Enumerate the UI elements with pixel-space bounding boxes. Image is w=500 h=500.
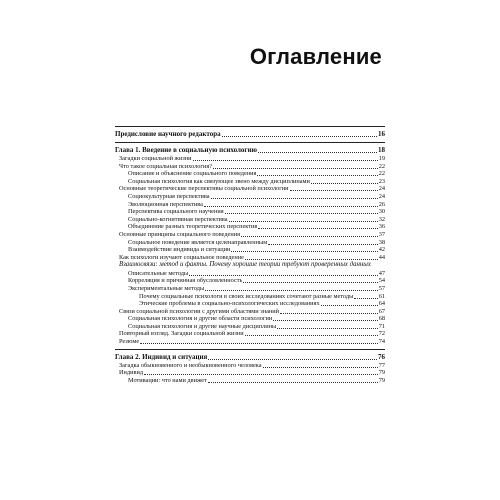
toc-entry-title: Повторный взгляд. Загадки социальной жизни <box>119 330 244 338</box>
toc-entry[interactable] <box>115 293 385 301</box>
dot-leader <box>258 151 377 153</box>
toc-entry-title: Глава 1. Введение в социальную психологию <box>115 146 257 154</box>
toc-entry-title: Взаимодействие индивида и ситуации <box>128 246 231 254</box>
toc-chapter[interactable] <box>115 146 385 155</box>
toc-entry-title: Социокультурная перспектива <box>128 192 210 200</box>
dot-leader <box>193 159 378 161</box>
toc-page-number: 44 <box>378 253 385 261</box>
toc-page-number: 22 <box>378 162 385 170</box>
toc-page-number: 79 <box>378 369 385 377</box>
toc-page-number: 30 <box>378 208 385 216</box>
dot-leader <box>245 334 378 336</box>
toc-entry-title: Описание и объяснение социального поведения <box>128 170 257 178</box>
toc-entry-title: Загадка обыкновенного и необыкновенного человека <box>119 361 262 369</box>
toc-page-number: 71 <box>378 322 385 330</box>
toc-page-number: 16 <box>378 130 385 138</box>
dot-leader <box>258 227 377 229</box>
toc-page-number: 37 <box>378 230 385 238</box>
toc-entry-title: Индивид <box>119 369 144 377</box>
dot-leader <box>277 327 377 329</box>
toc-entry-title: Резюме <box>119 338 140 346</box>
dot-leader <box>268 243 378 245</box>
toc-entry[interactable] <box>115 261 385 269</box>
dot-leader <box>208 381 378 383</box>
toc-page-number: 67 <box>378 307 385 315</box>
toc-entry-title: Описательные методы <box>128 269 189 277</box>
toc-chapter[interactable] <box>115 130 385 139</box>
toc-page-number: 54 <box>378 277 385 285</box>
toc-page-number: 47 <box>378 269 385 277</box>
toc-page-number: 18 <box>378 146 385 154</box>
dot-leader <box>243 281 377 283</box>
toc-entry-title: Что такое социальная психология? <box>119 162 213 170</box>
toc-page-number: 72 <box>378 330 385 338</box>
toc-entry[interactable] <box>115 178 385 186</box>
toc-page-number: 32 <box>378 215 385 223</box>
toc-entry[interactable] <box>115 315 385 323</box>
toc-page-number: 77 <box>378 361 385 369</box>
toc-entry-title: Эволюционная перспектива <box>128 200 203 208</box>
toc-page-number: 42 <box>378 246 385 254</box>
toc-entry[interactable] <box>115 277 385 285</box>
toc-entry-title: Глава 2. Индивид и ситуация <box>115 352 208 361</box>
page-title: Оглавление <box>249 44 382 69</box>
dot-leader <box>257 174 377 176</box>
toc-page-number: 57 <box>378 284 385 292</box>
dot-leader <box>311 182 378 184</box>
toc-entry-title: Основные теоретические перспективы социальной психологии <box>119 185 289 193</box>
toc-entry[interactable] <box>115 223 385 231</box>
dot-leader <box>321 304 378 306</box>
dot-leader <box>144 373 378 375</box>
toc-page-number: 76 <box>378 352 385 361</box>
toc-entry[interactable] <box>115 170 385 178</box>
dot-leader <box>229 220 378 222</box>
toc-entry-title: Связи социальной психологии с другими областями знаний <box>119 307 279 315</box>
toc-page-number: 24 <box>378 185 385 193</box>
toc-entry-title: Социально-когнитивная перспектива <box>128 215 228 223</box>
toc-entry[interactable] <box>115 285 385 293</box>
dot-leader <box>208 358 377 360</box>
dot-leader <box>211 197 378 199</box>
toc-entry[interactable] <box>115 216 385 224</box>
dot-leader <box>231 250 377 252</box>
toc-entry-title: Социальное поведение является целенаправленным <box>128 238 268 246</box>
toc-entry[interactable] <box>115 208 385 216</box>
dot-leader <box>280 312 378 314</box>
toc-entry[interactable] <box>115 254 385 262</box>
toc-entry[interactable] <box>115 193 385 201</box>
toc-entry-title: Перспектива социального научения <box>128 208 224 216</box>
toc-entry-title: Социальная психология и другие области психологии <box>128 315 273 323</box>
toc-entry[interactable] <box>115 201 385 209</box>
toc-entry-title: Объединение разных теоретических перспектив <box>128 223 258 231</box>
toc-page-number: 19 <box>378 155 385 162</box>
toc-page-number: 38 <box>378 238 385 246</box>
dot-leader <box>273 319 377 321</box>
toc-entry-title: Корреляция и причинная обусловленность <box>128 277 243 285</box>
dot-leader <box>245 258 378 260</box>
dot-leader <box>225 212 378 214</box>
toc-entry-title: Почему социальные психологи в своих исследованиях сочетают разные методы <box>139 292 354 300</box>
dot-leader <box>241 235 378 237</box>
toc-entry[interactable] <box>115 155 385 163</box>
dot-leader <box>205 289 378 291</box>
toc-entry[interactable] <box>115 231 385 239</box>
toc-entry[interactable] <box>115 377 385 385</box>
toc-entry[interactable] <box>115 270 385 278</box>
toc-entry[interactable] <box>115 323 385 331</box>
toc-entry-title: Как психологи изучают социальное поведение <box>119 253 244 261</box>
toc-entry[interactable] <box>115 239 385 247</box>
toc-page-number: 24 <box>378 192 385 200</box>
toc-entry-title: Загадки социальной жизни <box>119 155 192 162</box>
toc-page-number: 68 <box>378 315 385 323</box>
toc-entry-title: Взаимосвязи: метод и факты. Почему хорошие теории требуют проверенных данных <box>119 261 371 269</box>
toc-page-number: 64 <box>378 300 385 308</box>
toc-entry-title: Социальная психология и другие научные дисциплины <box>128 322 277 330</box>
toc-entry-title: Основные принципы социального поведения <box>119 230 240 238</box>
dot-leader <box>290 189 378 191</box>
toc-entry[interactable] <box>115 330 385 338</box>
dot-leader <box>263 366 378 368</box>
dot-leader <box>213 167 378 169</box>
toc-page-number: 79 <box>378 376 385 384</box>
toc-entry-title: Мотивации: что нами движет <box>128 376 207 384</box>
dot-leader <box>189 274 378 276</box>
toc-entry-title: Этические проблемы в социально-психологических исследованиях <box>139 300 320 308</box>
toc-page-number: 26 <box>378 200 385 208</box>
toc-entry-title: Экспериментальные методы <box>128 284 205 292</box>
toc-chapter[interactable] <box>115 353 385 362</box>
toc-entry[interactable] <box>115 369 385 377</box>
dot-leader <box>140 342 378 344</box>
toc-page-number: 74 <box>378 338 385 346</box>
dot-leader <box>204 205 378 207</box>
toc-entry[interactable] <box>115 163 385 171</box>
toc-page-number: 23 <box>378 177 385 185</box>
dot-leader <box>354 297 377 299</box>
toc-entry-title: Социальная психология как связующее звено между дисциплинами <box>128 177 310 185</box>
dot-leader <box>222 135 377 137</box>
toc-entry[interactable] <box>115 246 385 254</box>
toc-page-number: 22 <box>378 170 385 178</box>
toc-entry[interactable] <box>115 338 385 346</box>
toc-entry-title: Предисловие научного редактора <box>115 130 221 138</box>
toc-page-number: 61 <box>378 292 385 300</box>
toc-page-number: 36 <box>378 223 385 231</box>
toc-entry[interactable] <box>115 362 385 370</box>
toc-entry[interactable] <box>115 308 385 316</box>
toc-entry[interactable] <box>115 185 385 193</box>
toc-entry[interactable] <box>115 300 385 308</box>
table-of-contents <box>115 126 385 384</box>
